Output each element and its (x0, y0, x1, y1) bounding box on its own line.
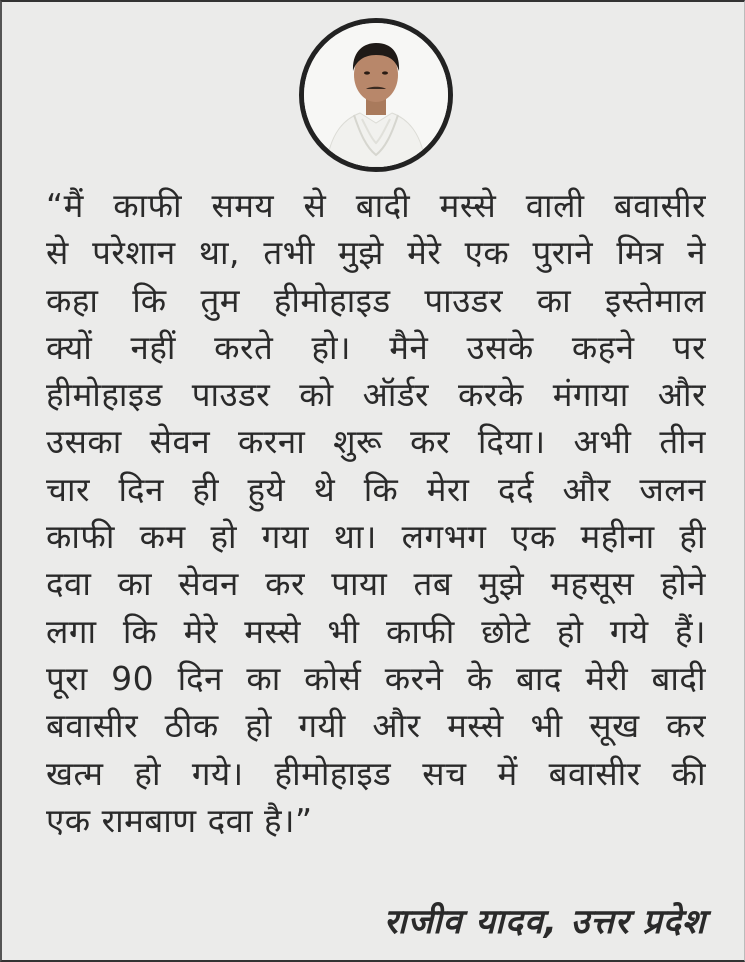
quote-line: बवासीर ठीक हो गयी और मस्से भी सूख कर (46, 706, 706, 746)
avatar (299, 18, 453, 172)
quote-line: कहा कि तुम हीमोहाइड पाउडर का इस्तेमाल (46, 280, 706, 320)
quote-line: लगा कि मेरे मस्से भी काफी छोटे हो गये हैं। (46, 611, 706, 651)
quote-line: उसका सेवन करना शुरू कर दिया। अभी तीन (46, 422, 706, 462)
quote-line: हीमोहाइड पाउडर को ऑर्डर करके मंगाया और (46, 375, 706, 415)
quote-line: खत्म हो गये। हीमोहाइड सच में बवासीर की (46, 753, 706, 793)
quote-line: चार दिन ही हुये थे कि मेरा दर्द और जलन (46, 469, 706, 509)
quote-line: से परेशान था, तभी मुझे मेरे एक पुराने मित्र ने (46, 233, 707, 273)
testimonial-quote (46, 182, 706, 844)
quote-line: क्यों नहीं करते हो। मैने उसके कहने पर (46, 327, 706, 367)
author-attribution: राजीव यादव, उत्तर प्रदेश (383, 902, 706, 942)
quote-line: दवा का सेवन कर पाया तब मुझे महसूस होने (46, 564, 706, 604)
quote-line: “मैं काफी समय से बादी मस्से वाली बवासीर (46, 186, 706, 225)
person-photo-icon (304, 23, 448, 167)
quote-line: काफी कम हो गया था। लगभग एक महीना ही (46, 517, 706, 557)
quote-line: एक रामबाण दवा है।” (46, 800, 313, 840)
quote-line: पूरा 90 दिन का कोर्स करने के बाद मेरी बादी (46, 658, 706, 698)
